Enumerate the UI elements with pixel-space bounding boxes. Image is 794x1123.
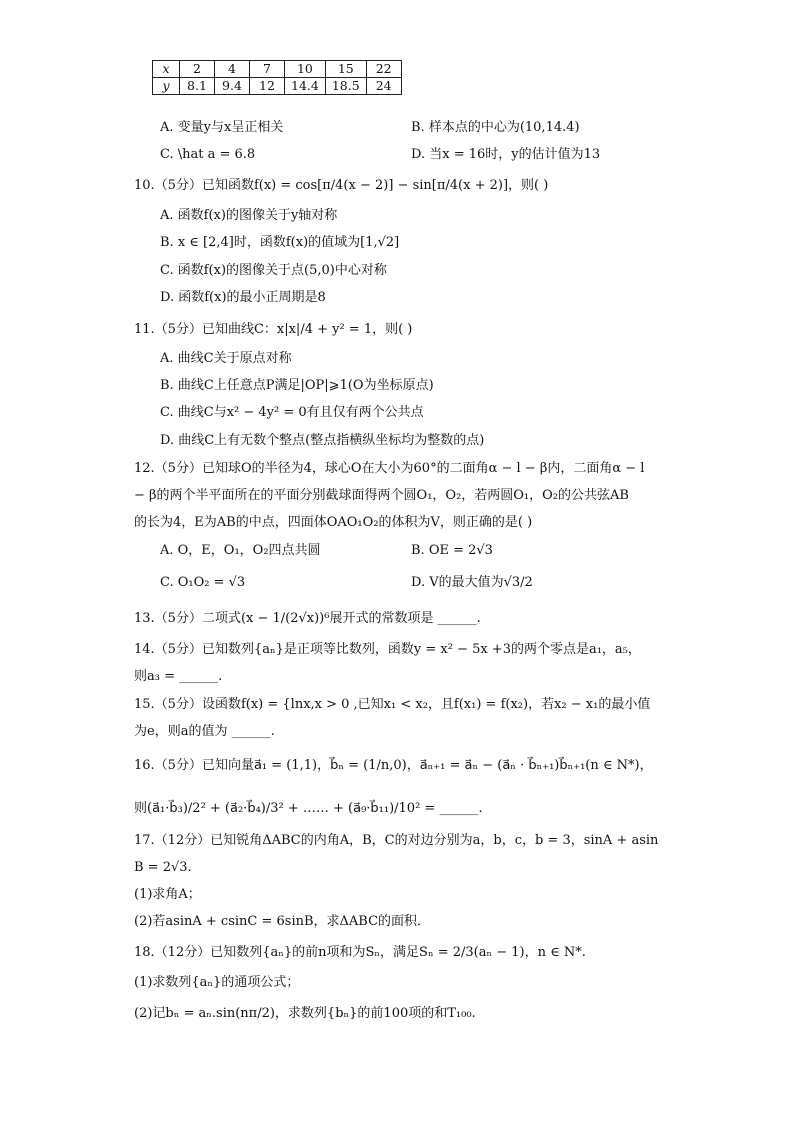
q17-part1: (1)求角A； xyxy=(134,887,201,902)
q12-option-b: B. OE = 2√3 xyxy=(411,543,493,558)
table-cell: 9.4 xyxy=(215,78,250,95)
table-cell: 2 xyxy=(180,61,215,78)
q16-line2: 则(a⃗₁·b⃗₃)/2² + (a⃗₂·b⃗₄)/3² + …… + (a⃗₉·b⃗₁₁)/10² = ______. xyxy=(134,801,483,816)
q18-part1: (1)求数列{aₙ}的通项公式； xyxy=(134,975,300,990)
q12-option-c: C. O₁O₂ = √3 xyxy=(160,575,246,590)
q12-line3: 的长为4，E为AB的中点，四面体OAO₁O₂的体积为V，则正确的是( ) xyxy=(134,515,533,530)
q11-option-d: D. 曲线C上有无数个整点(整点指横纵坐标均为整数的点) xyxy=(160,433,485,448)
q18-part2: (2)记bₙ = aₙ.sin(nπ/2)，求数列{bₙ}的前100项的和T₁₀₀. xyxy=(134,1006,476,1021)
table-row-x xyxy=(153,61,402,78)
q10-option-c: C. 函数f(x)的图像关于点(5,0)中心对称 xyxy=(160,263,387,278)
q11-option-c: C. 曲线C与x² − 4y² = 0有且仅有两个公共点 xyxy=(160,405,424,420)
q9-option-c: C. \hat a = 6.8 xyxy=(160,147,256,162)
q11-option-b: B. 曲线C上任意点P满足|OP|⩾1(O为坐标原点) xyxy=(160,378,434,393)
q9-option-d: D. 当x = 16时，y的估计值为13 xyxy=(411,147,601,162)
q11-stem: 11.（5分）已知曲线C：x|x|/4 + y² = 1，则( ) xyxy=(134,322,413,337)
table-header-x: x xyxy=(153,61,180,78)
table-cell: 22 xyxy=(366,61,401,78)
q9-option-a: A. 变量y与x呈正相关 xyxy=(160,120,284,135)
q15-line2: 为e，则a的值为 ______. xyxy=(134,724,275,739)
q17-line2: B = 2√3. xyxy=(134,860,192,875)
q14-line1: 14.（5分）已知数列{aₙ}是正项等比数列，函数y = x² − 5x +3的两个零点是a₁，a₅， xyxy=(134,642,641,657)
q11-option-a: A. 曲线C关于原点对称 xyxy=(160,351,292,366)
q10-stem: 10.（5分）已知函数f(x) = cos[π/4(x − 2)] − sin[π/4(x + 2)]，则( ) xyxy=(134,178,549,193)
q12-line2: − β的两个半平面所在的平面分别截球面得两个圆O₁，O₂，若两圆O₁，O₂的公共弦AB xyxy=(134,488,629,503)
q10-option-a: A. 函数f(x)的图像关于y轴对称 xyxy=(160,208,338,223)
q10-option-d: D. 函数f(x)的最小正周期是8 xyxy=(160,290,326,305)
q12-option-d: D. V的最大值为√3/2 xyxy=(411,575,533,590)
table-cell: 7 xyxy=(250,61,285,78)
data-table xyxy=(152,60,402,95)
table-cell: 12 xyxy=(250,78,285,95)
q14-line2: 则a₃ = ______. xyxy=(134,669,223,684)
table-header-y: y xyxy=(153,78,180,95)
q18-line1: 18.（12分）已知数列{aₙ}的前n项和为Sₙ，满足Sₙ = 2/3(aₙ − 1)，n ∈ N*. xyxy=(134,945,586,960)
q12-line1: 12.（5分）已知球O的半径为4，球心O在大小为60°的二面角α − l − β内，二面角α − l xyxy=(134,461,645,476)
table-row-y xyxy=(153,78,402,95)
table-cell: 15 xyxy=(325,61,366,78)
q17-part2: (2)若asinA + csinC = 6sinB，求ΔABC的面积． xyxy=(134,914,431,929)
q17-line1: 17.（12分）已知锐角ΔABC的内角A，B，C的对边分别为a，b，c，b = 3，sinA + asin xyxy=(134,833,659,848)
table-cell: 14.4 xyxy=(285,78,326,95)
table-cell: 18.5 xyxy=(325,78,366,95)
table-cell: 4 xyxy=(215,61,250,78)
table-cell: 24 xyxy=(366,78,401,95)
q13-stem: 13.（5分）二项式(x − 1/(2√x))⁶展开式的常数项是 ______. xyxy=(134,611,481,626)
q10-option-b: B. x ∈ [2,4]时，函数f(x)的值域为[1,√2] xyxy=(160,235,400,250)
table-cell: 8.1 xyxy=(180,78,215,95)
q12-option-a: A. O，E，O₁，O₂四点共圆 xyxy=(160,543,321,558)
table-cell: 10 xyxy=(285,61,326,78)
q15-line1: 15.（5分）设函数f(x) = {lnx,x > 0 ,已知x₁ < x₂，且f(x₁) = f(x₂)，若x₂ − x₁的最小值 xyxy=(134,697,651,712)
q16-line1: 16.（5分）已知向量a⃗₁ = (1,1)，b⃗ₙ = (1/n,0)，a⃗ₙ₊₁ = a⃗ₙ − (a⃗ₙ · b⃗ₙ₊₁)b⃗ₙ₊₁(n ∈ N*)， xyxy=(134,758,653,773)
q9-option-b: B. 样本点的中心为(10,14.4) xyxy=(411,120,580,135)
